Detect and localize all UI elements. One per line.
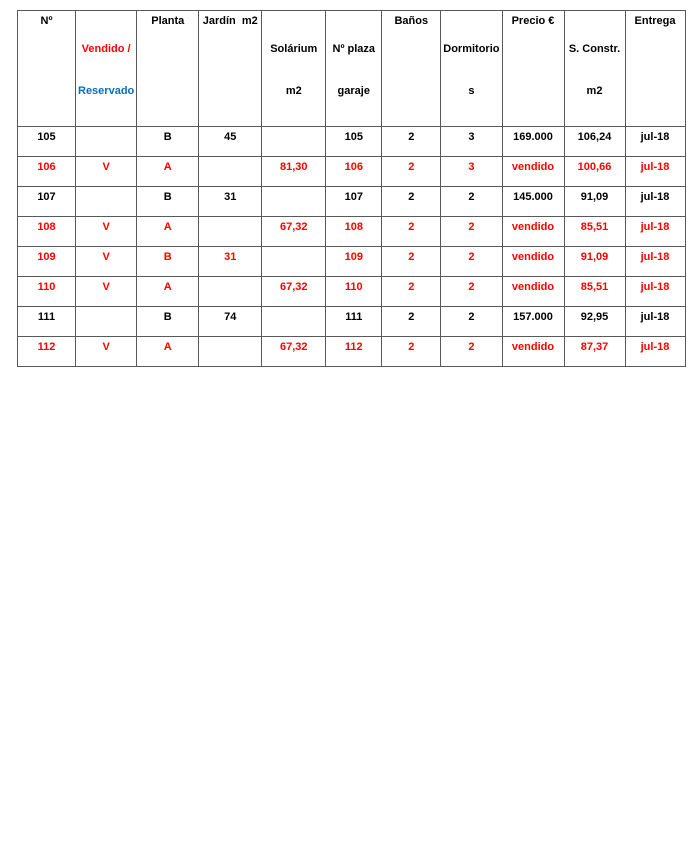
cell-banos: 2: [382, 247, 441, 277]
cell-solarium: 81,30: [262, 157, 326, 187]
cell-constr: 100,66: [564, 157, 625, 187]
cell-dormitorios: 2: [441, 187, 502, 217]
col-header-planta: Planta: [137, 11, 199, 127]
cell-planta: A: [137, 337, 199, 367]
cell-entrega: jul-18: [625, 157, 685, 187]
cell-numero: 108: [18, 217, 76, 247]
cell-numero: 107: [18, 187, 76, 217]
cell-dormitorios: 2: [441, 217, 502, 247]
cell-solarium: [262, 307, 326, 337]
cell-entrega: jul-18: [625, 277, 685, 307]
cell-jardin: 31: [199, 247, 262, 277]
cell-banos: 2: [382, 337, 441, 367]
col-header-plaza-garaje: Nº plaza garaje: [326, 11, 382, 127]
cell-plaza: 112: [326, 337, 382, 367]
cell-solarium: [262, 247, 326, 277]
header-row: [18, 11, 686, 127]
cell-numero: 105: [18, 127, 76, 157]
property-listing-table: [17, 10, 686, 367]
cell-jardin: [199, 157, 262, 187]
cell-solarium: 67,32: [262, 217, 326, 247]
table-row: [18, 157, 686, 187]
cell-dormitorios: 2: [441, 277, 502, 307]
cell-constr: 91,09: [564, 187, 625, 217]
cell-planta: B: [137, 127, 199, 157]
cell-constr: 87,37: [564, 337, 625, 367]
cell-solarium: [262, 187, 326, 217]
cell-vendido: V: [76, 337, 137, 367]
cell-precio: 169.000: [502, 127, 564, 157]
cell-banos: 2: [382, 157, 441, 187]
cell-vendido: V: [76, 277, 137, 307]
cell-precio: vendido: [502, 277, 564, 307]
cell-vendido: V: [76, 217, 137, 247]
cell-vendido: V: [76, 247, 137, 277]
cell-constr: 106,24: [564, 127, 625, 157]
cell-dormitorios: 3: [441, 127, 502, 157]
cell-precio: vendido: [502, 337, 564, 367]
cell-vendido: [76, 127, 137, 157]
cell-numero: 112: [18, 337, 76, 367]
cell-banos: 2: [382, 217, 441, 247]
cell-planta: A: [137, 277, 199, 307]
cell-precio: vendido: [502, 157, 564, 187]
col-header-vendido-reservado: [76, 11, 137, 127]
cell-dormitorios: 2: [441, 307, 502, 337]
cell-planta: B: [137, 187, 199, 217]
cell-plaza: 106: [326, 157, 382, 187]
table-row: [18, 337, 686, 367]
cell-planta: A: [137, 157, 199, 187]
cell-plaza: 110: [326, 277, 382, 307]
col-header-entrega: Entrega: [625, 11, 685, 127]
cell-jardin: 74: [199, 307, 262, 337]
header-reservado-label: Reservado: [78, 85, 135, 97]
table-row: [18, 187, 686, 217]
cell-banos: 2: [382, 277, 441, 307]
cell-numero: 110: [18, 277, 76, 307]
col-header-banos: Baños: [382, 11, 441, 127]
cell-precio: vendido: [502, 217, 564, 247]
cell-banos: 2: [382, 127, 441, 157]
cell-constr: 91,09: [564, 247, 625, 277]
cell-plaza: 109: [326, 247, 382, 277]
cell-plaza: 107: [326, 187, 382, 217]
cell-jardin: [199, 277, 262, 307]
cell-constr: 85,51: [564, 217, 625, 247]
cell-jardin: [199, 337, 262, 367]
cell-solarium: 67,32: [262, 337, 326, 367]
cell-jardin: 31: [199, 187, 262, 217]
table-row: [18, 307, 686, 337]
cell-banos: 2: [382, 307, 441, 337]
cell-precio: 157.000: [502, 307, 564, 337]
cell-plaza: 111: [326, 307, 382, 337]
table-row: [18, 217, 686, 247]
cell-entrega: jul-18: [625, 307, 685, 337]
cell-vendido: V: [76, 157, 137, 187]
cell-vendido: [76, 307, 137, 337]
cell-constr: 92,95: [564, 307, 625, 337]
cell-entrega: jul-18: [625, 337, 685, 367]
cell-precio: vendido: [502, 247, 564, 277]
cell-banos: 2: [382, 187, 441, 217]
col-header-solarium: Solárium m2: [262, 11, 326, 127]
col-header-jardin: Jardín m2: [199, 11, 262, 127]
cell-entrega: jul-18: [625, 217, 685, 247]
cell-plaza: 108: [326, 217, 382, 247]
cell-solarium: 67,32: [262, 277, 326, 307]
cell-numero: 111: [18, 307, 76, 337]
col-header-dormitorios: Dormitorio s: [441, 11, 502, 127]
cell-plaza: 105: [326, 127, 382, 157]
cell-precio: 145.000: [502, 187, 564, 217]
cell-planta: A: [137, 217, 199, 247]
cell-entrega: jul-18: [625, 187, 685, 217]
col-header-precio: Precio €: [502, 11, 564, 127]
cell-dormitorios: 3: [441, 157, 502, 187]
table-row: [18, 277, 686, 307]
cell-entrega: jul-18: [625, 127, 685, 157]
col-header-numero: Nº: [18, 11, 76, 127]
cell-planta: B: [137, 247, 199, 277]
cell-jardin: 45: [199, 127, 262, 157]
header-vendido-label: Vendido /: [81, 43, 131, 55]
cell-vendido: [76, 187, 137, 217]
table-row: [18, 247, 686, 277]
cell-entrega: jul-18: [625, 247, 685, 277]
cell-solarium: [262, 127, 326, 157]
cell-numero: 106: [18, 157, 76, 187]
table-row: [18, 127, 686, 157]
cell-jardin: [199, 217, 262, 247]
cell-planta: B: [137, 307, 199, 337]
cell-dormitorios: 2: [441, 247, 502, 277]
col-header-sup-construida: S. Constr. m2: [564, 11, 625, 127]
cell-numero: 109: [18, 247, 76, 277]
cell-dormitorios: 2: [441, 337, 502, 367]
cell-constr: 85,51: [564, 277, 625, 307]
